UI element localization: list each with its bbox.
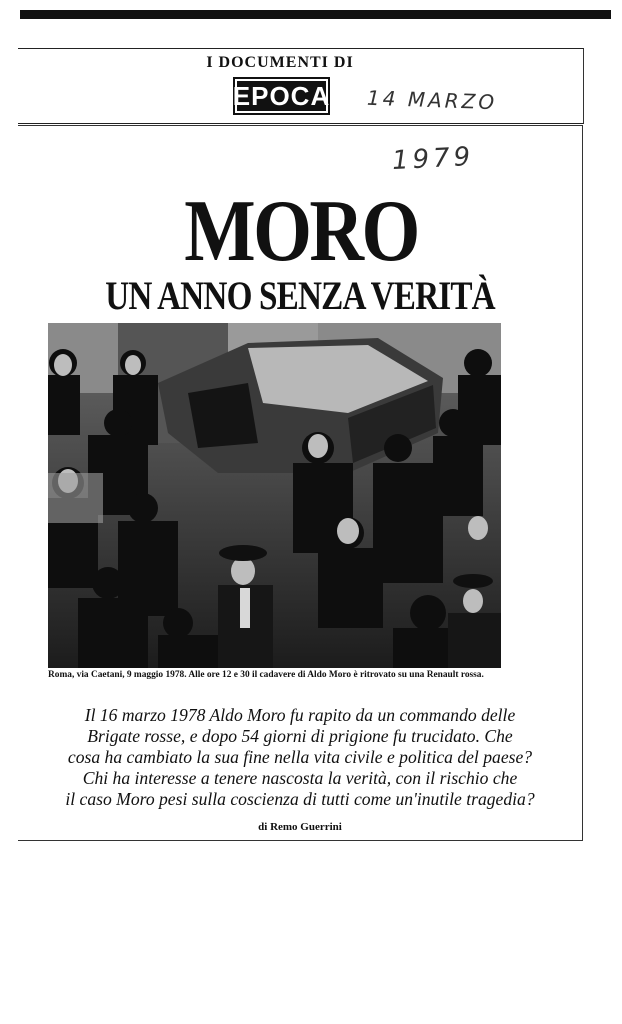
news-photo [48,323,501,668]
headline: MORO [184,183,418,280]
subheadline: UN ANNO SENZA VERITÀ [105,273,495,318]
intro-paragraph [40,705,560,810]
intro-line: Chi ha interesse a tenere nascosta la verità, con il rischio che [82,768,518,788]
top-black-rule [20,10,611,19]
epoca-logo: EPOCA [233,77,330,115]
crowd-and-car-illustration [48,323,501,668]
intro-line: Brigate rosse, e dopo 54 giorni di prigione fu trucidato. Che [87,726,513,746]
photo-caption: Roma, via Caetani, 9 maggio 1978. Alle ore 12 e 30 il cadavere di Aldo Moro è ritrovato su una Renault rossa. [48,670,484,680]
intro-line: il caso Moro pesi sulla coscienza di tutti come un'inutile tragedia? [65,789,535,809]
handwritten-date: 14 MARZO [366,85,498,115]
handwritten-year: 1979 [391,141,475,177]
intro-line: cosa ha cambiato la sua fine nella vita civile e politica del paese? [67,747,533,767]
intro-line: Il 16 marzo 1978 Aldo Moro fu rapito da un commando delle [84,705,516,725]
byline: di Remo Guerrini [258,821,342,833]
series-title: I DOCUMENTI DI [206,54,354,71]
